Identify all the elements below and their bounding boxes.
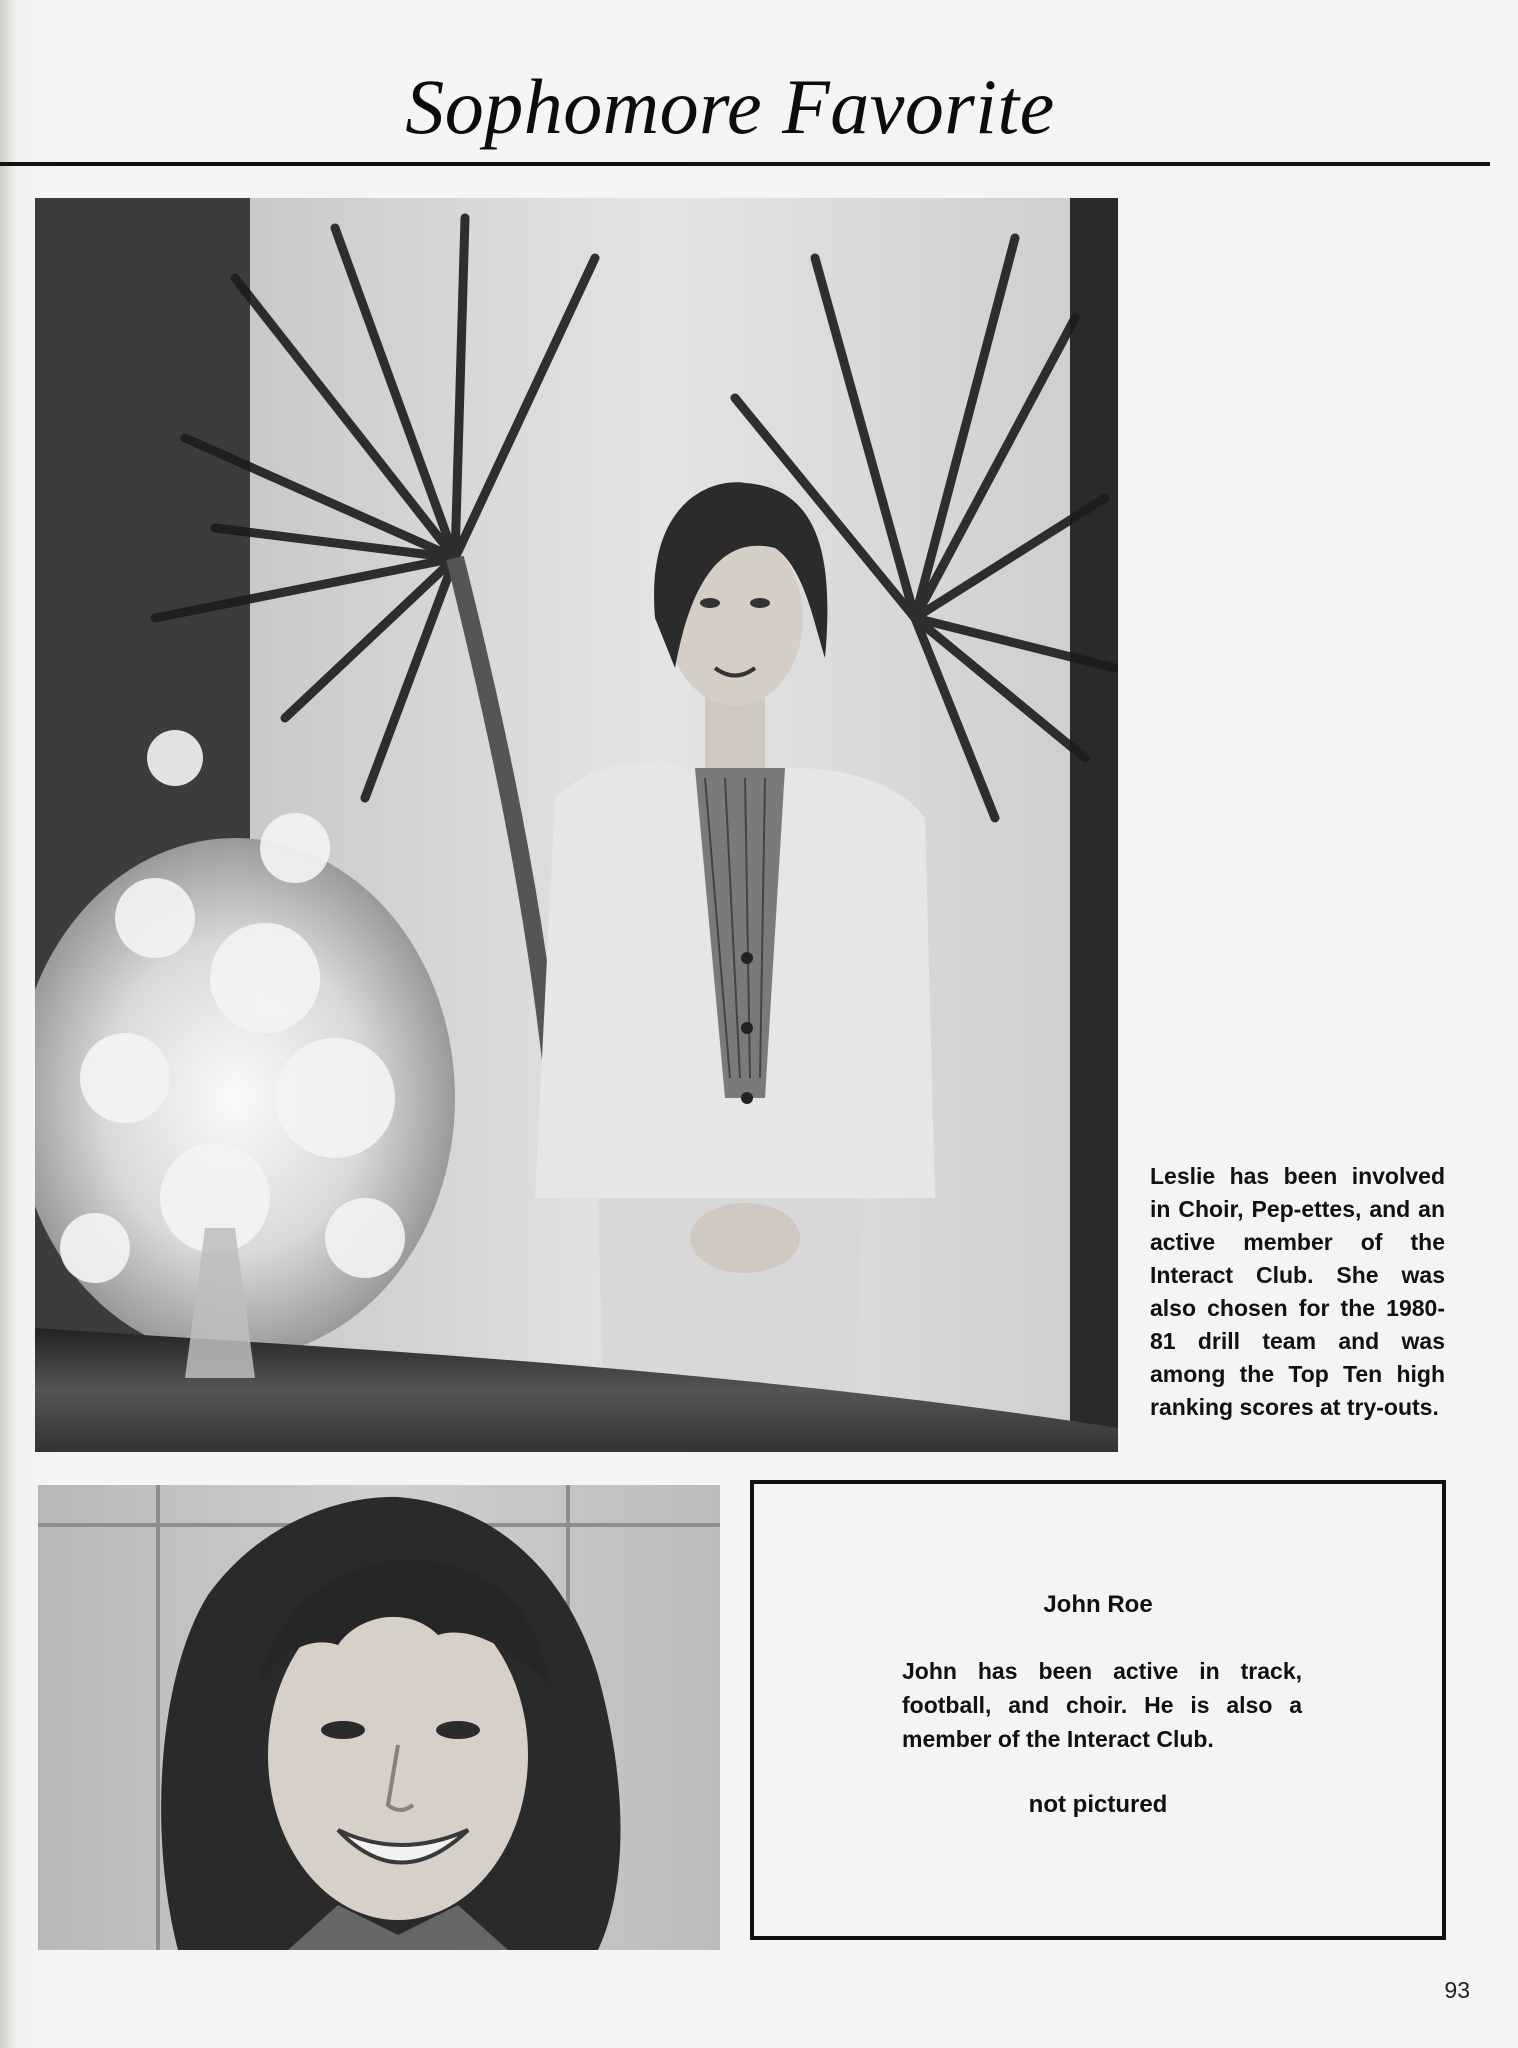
john-description: John has been active in track, football, and choir. He is also a member of the Interact Club. xyxy=(902,1658,1302,1752)
portrait-photo-image xyxy=(38,1485,720,1950)
page-number: 93 xyxy=(1444,1977,1470,2003)
binding-edge xyxy=(0,0,14,2048)
portrait-photo xyxy=(38,1485,720,1950)
main-photo xyxy=(35,198,1118,1452)
main-photo-image xyxy=(35,198,1118,1452)
leslie-caption: Leslie has been involved in Choir, Pep-ettes, and an active member of the Interact Club. She was also chosen for the 1980-81 drill team and was among the Top Ten high ranking scores at try-outs. xyxy=(1150,1163,1445,1420)
john-name: John Roe xyxy=(1043,1591,1153,1618)
title-divider xyxy=(0,162,1490,166)
john-info-box xyxy=(750,1480,1446,1940)
not-pictured-note: not pictured xyxy=(1028,1791,1168,1818)
page-title: Sophomore Favorite xyxy=(405,63,1055,150)
